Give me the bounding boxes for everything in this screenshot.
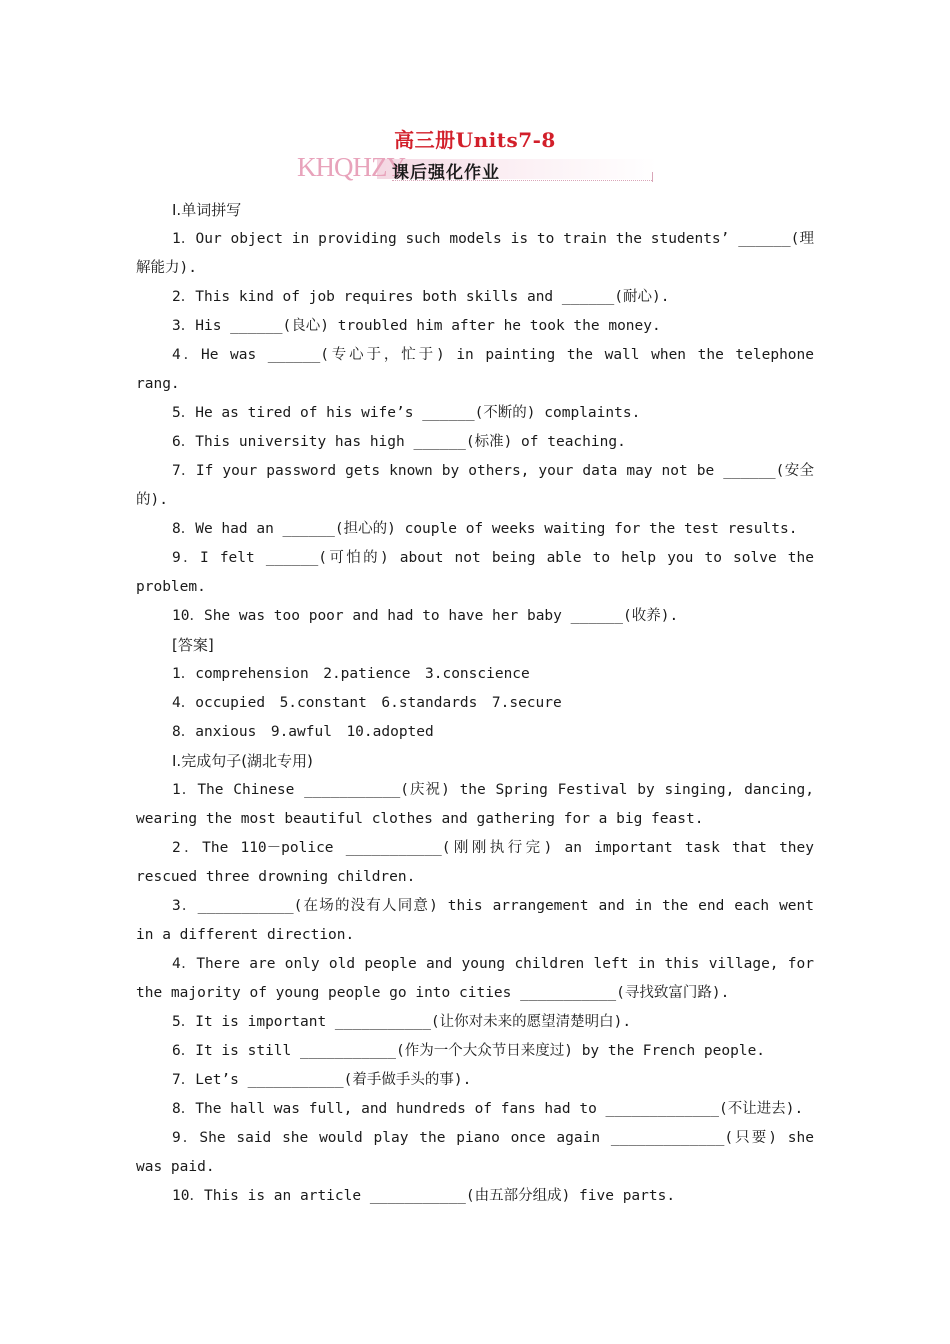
- spelling-item: 10．She was too poor and had to have her baby ______(收养).: [172, 608, 679, 624]
- sentence-item: 7．Let’s ___________(着手做手头的事).: [172, 1072, 472, 1088]
- sentence-item: 4．There are only old people and young children left in this village, for the majority of young people go into cities ___________(寻找致富门路).: [136, 956, 823, 1001]
- sentence-item: 6．It is still ___________(作为一个大众节日来度过) by the French people.: [172, 1043, 766, 1059]
- document-body: [136, 196, 823, 1211]
- section-heading-sentences: Ⅰ.完成句子(湖北专用): [172, 752, 313, 770]
- sentence-item: 1．The Chinese ___________(庆祝) the Spring Festival by singing, dancing, wearing the most beautiful clothes and gathering for a big feast.: [136, 782, 823, 827]
- answer-line: 1．comprehension 2.patience 3.conscience: [172, 666, 530, 682]
- spelling-item: 5．He as tired of his wife’s ______(不断的) complaints.: [172, 405, 641, 421]
- sentence-item: 9．She said she would play the piano once again _____________(只要) she was paid.: [136, 1130, 823, 1175]
- answer-line: 4．occupied 5.constant 6.standards 7.secure: [172, 695, 562, 711]
- homework-banner: [297, 150, 657, 186]
- page-title: 高三册Units7-8: [394, 128, 556, 152]
- banner-tick: [652, 172, 653, 182]
- sentence-item: 5．It is important ___________(让你对未来的愿望清楚明白).: [172, 1014, 632, 1030]
- section-heading-spelling: Ⅰ.单词拼写: [172, 201, 242, 219]
- spelling-item: 4．He was ______(专心于，忙于) in painting the wall when the telephone rang.: [136, 347, 823, 392]
- sentence-item: 2．The 110－police ___________(刚刚执行完) an important task that they rescued three drowning children.: [136, 840, 823, 885]
- banner-dotted-rule: [392, 180, 652, 181]
- banner-text: 课后强化作业: [392, 163, 500, 183]
- sentence-item: 8．The hall was full, and hundreds of fans had to _____________(不让进去).: [172, 1101, 804, 1117]
- sentence-item: 3．___________(在场的没有人同意) this arrangement and in the end each went in a different direction.: [136, 898, 823, 943]
- spelling-item: 6．This university has high ______(标准) of teaching.: [172, 434, 626, 450]
- spelling-item: 7．If your password gets known by others, your data may not be ______(安全的).: [136, 463, 814, 508]
- khqhzy-logo: KHQHZY: [297, 152, 405, 182]
- spelling-item: 2．This kind of job requires both skills and ______(耐心).: [172, 289, 670, 305]
- spelling-item: 8．We had an ______(担心的) couple of weeks waiting for the test results.: [172, 521, 798, 537]
- answer-label: [答案]: [172, 636, 214, 654]
- spelling-item: 9．I felt ______(可怕的) about not being able to help you to solve the problem.: [136, 550, 823, 595]
- sentence-item: 10．This is an article ___________(由五部分组成) five parts.: [172, 1188, 676, 1204]
- spelling-item: 1．Our object in providing such models is to train the students’ ______(理解能力).: [136, 231, 814, 276]
- spelling-item: 3．His ______(良心) troubled him after he took the money.: [172, 318, 661, 334]
- answer-line: 8．anxious 9.awful 10.adopted: [172, 724, 434, 740]
